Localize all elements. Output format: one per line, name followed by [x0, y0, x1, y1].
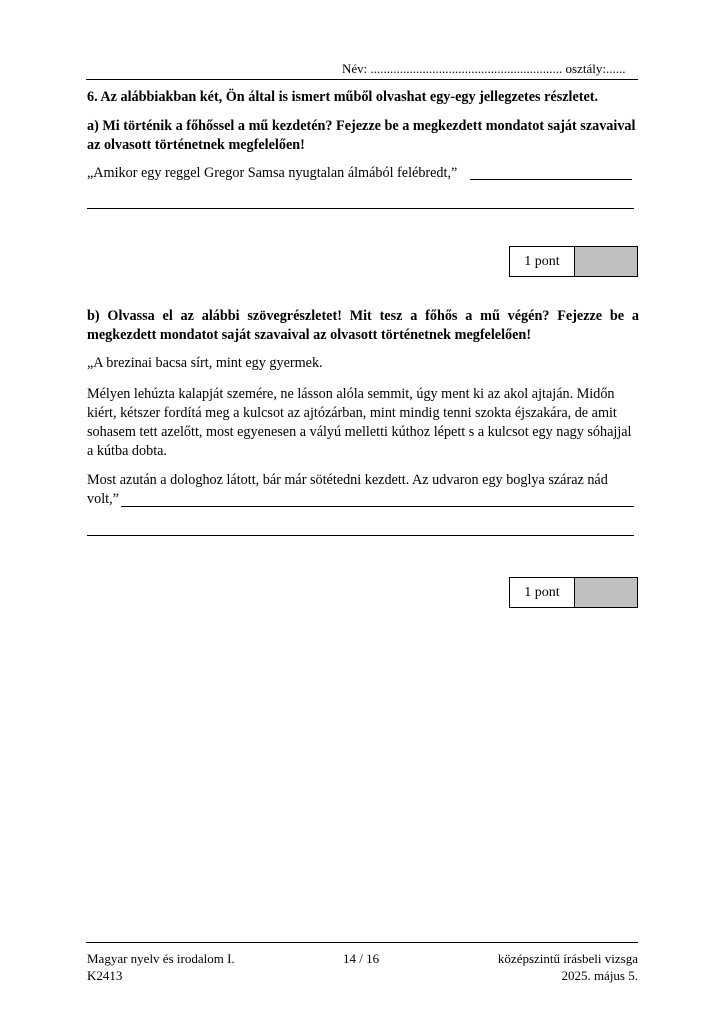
- part-b-paragraph-2: Mélyen lehúzta kalapját szemére, ne lásson alóla semmit, úgy ment ki az akol ajtaján. Midőn kiért, kétszer fordítá meg a kulcsot az ajtózárban, mint mindig tenni szokta éjszakára, de amit sohasem tett azelőtt, most egyenesen a vályú melletti kúthoz lépett s a kulcsot egy nagy sóhajjal a kútba dobta.: [87, 386, 632, 459]
- part-b-score-box: [509, 577, 638, 608]
- header-divider: [86, 79, 638, 80]
- part-a-score-box: [509, 246, 638, 277]
- part-a-quote: „Amikor egy reggel Gregor Samsa nyugtalan álmából felébredt,”: [87, 165, 458, 181]
- footer-left: [87, 950, 235, 984]
- question-6-title: 6. Az alábbiakban két, Ön által is ismert műből olvashat egy-egy jellegzetes részletet.: [87, 89, 599, 105]
- footer-right: [470, 950, 638, 984]
- score-label: 1 pont: [510, 247, 575, 276]
- name-class-field[interactable]: Név: ........................................................... osztály:......: [342, 61, 626, 76]
- part-b-paragraph-3: Most azután a dologhoz látott, bár már sötétedni kezdett. Az udvaron egy boglya száraz nád volt,”: [87, 472, 608, 507]
- part-a-answer-line[interactable]: [87, 208, 634, 209]
- part-a-answer-blank[interactable]: [470, 179, 632, 180]
- footer-exam-type: középszintű írásbeli vizsga: [497, 951, 638, 966]
- score-field[interactable]: [575, 247, 637, 276]
- score-field[interactable]: [575, 578, 637, 607]
- part-a-instruction: a) Mi történik a főhőssel a mű kezdetén? Fejezze be a megkezdett mondatot saját szavaival az olvasott történetnek megfelelően!: [87, 118, 636, 153]
- part-b-paragraph-1: „A brezinai bacsa sírt, mint egy gyermek.: [87, 355, 323, 371]
- footer-divider: [86, 942, 638, 943]
- footer-date: 2025. május 5.: [561, 968, 638, 983]
- page-number: 14 / 16: [343, 951, 380, 966]
- footer-code: K2413: [87, 968, 123, 983]
- score-label: 1 pont: [510, 578, 575, 607]
- part-b-answer-line[interactable]: [87, 535, 634, 536]
- part-b-instruction: b) Olvassa el az alábbi szövegrészletet! Mit tesz a főhős a mű végén? Fejezze be a megkezdett mondatot saját szavaival az olvasott történetnek megfelelően!: [87, 308, 639, 343]
- footer-subject: Magyar nyelv és irodalom I.: [87, 951, 235, 966]
- part-b-answer-blank[interactable]: [121, 506, 634, 507]
